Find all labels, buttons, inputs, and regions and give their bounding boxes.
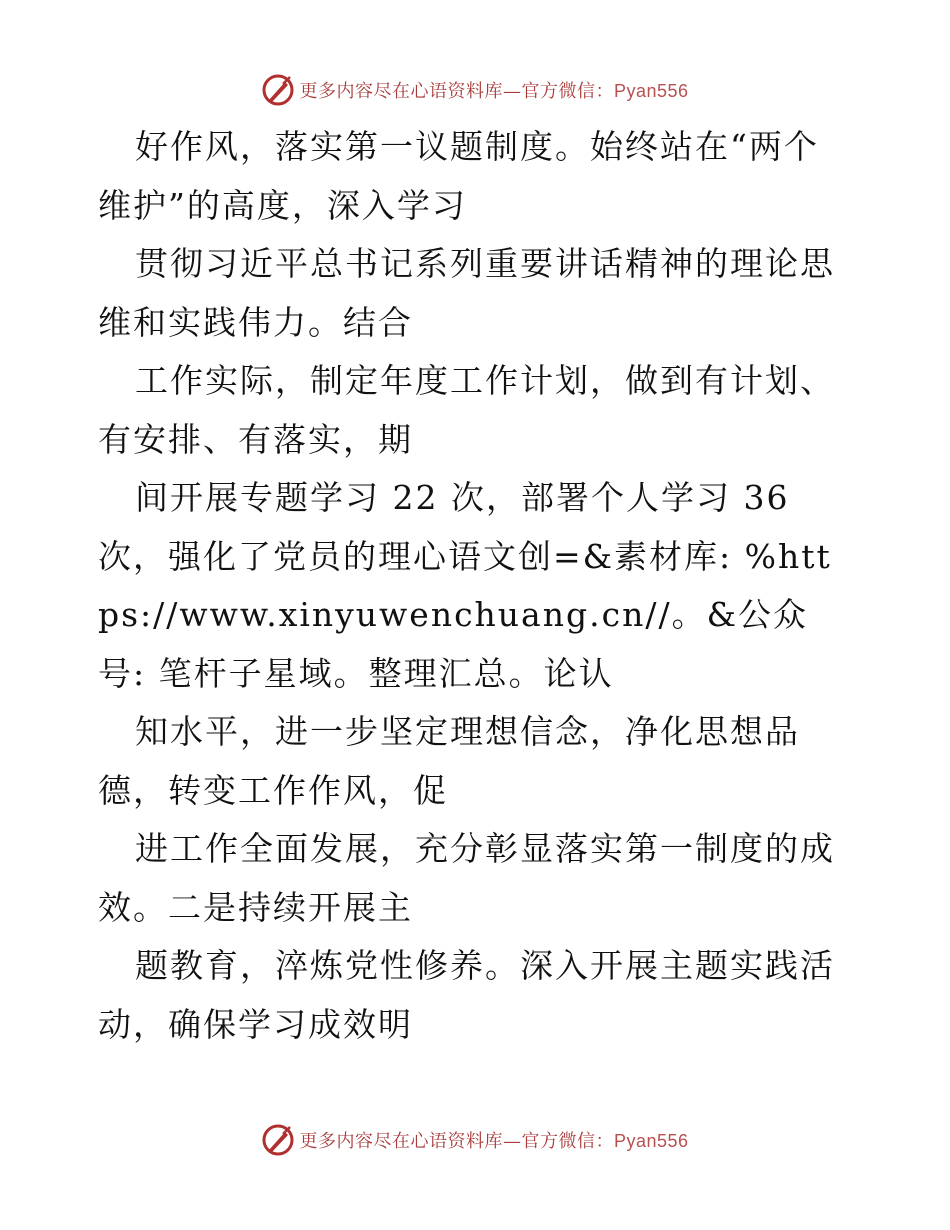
- paragraph: 进工作全面发展，充分彰显落实第一制度的成效。二是持续开展主: [98, 829, 835, 927]
- watermark-text: [299, 77, 688, 103]
- document-body: [98, 118, 852, 1054]
- quill-pen-logo-icon: [261, 73, 295, 107]
- watermark-handle: Pyan556: [613, 1131, 689, 1151]
- paragraph: 贯彻习近平总书记系列重要讲话精神的理论思维和实践伟力。结合: [98, 244, 835, 342]
- paragraph: 题教育，淬炼党性修养。深入开展主题实践活动，确保学习成效明: [98, 946, 835, 1044]
- paragraph: 好作风，落实第一议题制度。始终站在“两个维护”的高度，深入学习: [98, 127, 819, 225]
- watermark-label: 更多内容尽在心语资料库—官方微信：: [299, 81, 614, 102]
- quill-pen-logo-icon: [261, 1123, 295, 1157]
- footer-watermark: [0, 1120, 950, 1160]
- paragraph: 工作实际，制定年度工作计划，做到有计划、有安排、有落实，期: [98, 361, 835, 459]
- header-watermark: [0, 70, 950, 110]
- paragraph: 间开展专题学习 22 次，部署个人学习 36 次，强化了党员的理心语文创=&素材库: %https://www.xinyuwenchuang.cn//。&公众号: 笔杆子星域。整理汇总。论认: [98, 478, 832, 693]
- paragraph: 知水平，进一步坚定理想信念，净化思想品德，转变工作作风，促: [98, 712, 800, 810]
- watermark-handle: Pyan556: [613, 81, 689, 101]
- watermark-text: [299, 1127, 688, 1153]
- watermark-label: 更多内容尽在心语资料库—官方微信：: [299, 1131, 614, 1152]
